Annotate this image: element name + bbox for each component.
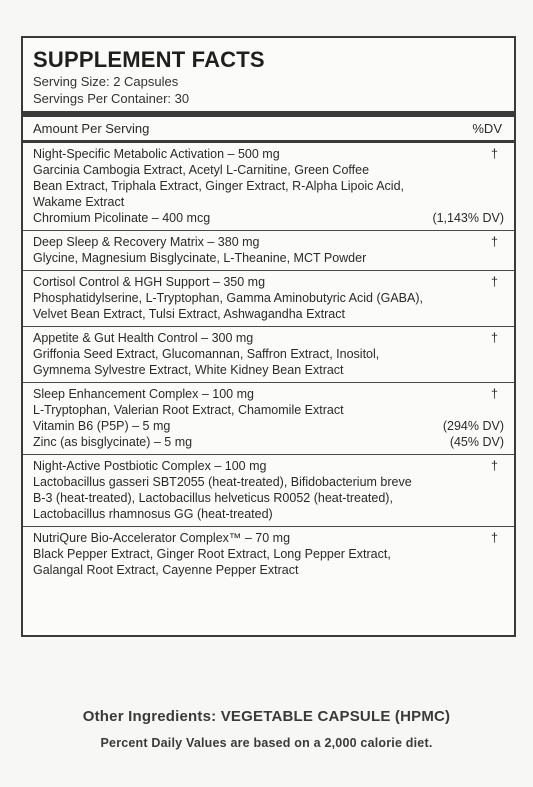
ingredient-line: Galangal Root Extract, Cayenne Pepper Extract: [33, 563, 299, 577]
section-heading: Appetite & Gut Health Control – 300 mg: [33, 331, 254, 345]
serving-size: Serving Size: 2 Capsules: [33, 74, 179, 89]
dv-header-label: %DV: [472, 121, 502, 136]
ingredient-section: [33, 143, 504, 230]
amount-header-row: [33, 117, 504, 140]
nutrient-amount: Chromium Picolinate – 400 mcg: [33, 211, 211, 225]
nutrient-dv-value: (294% DV): [442, 419, 504, 433]
ingredient-line: Lactobacillus gasseri SBT2055 (heat-treated), Bifidobacterium breve: [33, 475, 412, 489]
section-heading: Deep Sleep & Recovery Matrix – 380 mg: [33, 235, 260, 249]
ingredient-section: [33, 231, 504, 270]
dagger-mark: †: [491, 387, 498, 401]
label-title: SUPPLEMENT FACTS: [33, 47, 265, 72]
section-heading: Night-Specific Metabolic Activation – 500 mg: [33, 147, 280, 161]
supplement-facts-panel: [21, 36, 516, 637]
dagger-mark: †: [491, 531, 498, 545]
amount-per-serving-label: Amount Per Serving: [33, 121, 150, 136]
section-heading: Cortisol Control & HGH Support – 350 mg: [33, 275, 266, 289]
ingredient-sections: [33, 143, 504, 582]
dagger-mark: †: [491, 275, 498, 289]
ingredient-line: Glycine, Magnesium Bisglycinate, L-Theanine, MCT Powder: [33, 251, 367, 265]
ingredient-line: Bean Extract, Triphala Extract, Ginger Extract, R-Alpha Lipoic Acid,: [33, 179, 404, 193]
ingredient-line: Lactobacillus rhamnosus GG (heat-treated): [33, 507, 273, 521]
nutrient-dv-value: (1,143% DV): [432, 211, 504, 225]
ingredient-line: B-3 (heat-treated), Lactobacillus helveticus R0052 (heat-treated),: [33, 491, 393, 505]
dagger-mark: †: [491, 147, 498, 161]
section-heading-row: [33, 386, 504, 402]
ingredient-line: Gymnema Sylvestre Extract, White Kidney Bean Extract: [33, 363, 344, 377]
ingredient-line: Phosphatidylserine, L-Tryptophan, Gamma Aminobutyric Acid (GABA),: [33, 291, 423, 305]
ingredient-section: [33, 383, 504, 454]
dagger-mark: †: [491, 235, 498, 249]
ingredient-line: Velvet Bean Extract, Tulsi Extract, Ashwagandha Extract: [33, 307, 345, 321]
percent-dv-note: Percent Daily Values are based on a 2,000 calorie diet.: [100, 736, 433, 750]
ingredient-section: [33, 455, 504, 526]
ingredient-section: [33, 327, 504, 382]
nutrient-amount: Vitamin B6 (P5P) – 5 mg: [33, 419, 171, 433]
ingredient-section: [33, 271, 504, 326]
ingredient-section: [33, 527, 504, 582]
servings-per-container: Servings Per Container: 30: [33, 91, 190, 106]
nutrient-amount: Zinc (as bisglycinate) – 5 mg: [33, 435, 193, 449]
ingredient-line: Wakame Extract: [33, 195, 125, 209]
section-heading-row: [33, 458, 504, 474]
section-heading-row: [33, 530, 504, 546]
section-heading: Sleep Enhancement Complex – 100 mg: [33, 387, 254, 401]
nutrient-dv-value: (45% DV): [449, 435, 504, 449]
section-heading-row: [33, 330, 504, 346]
ingredient-line: L-Tryptophan, Valerian Root Extract, Chamomile Extract: [33, 403, 344, 417]
ingredient-line: Griffonia Seed Extract, Glucomannan, Saffron Extract, Inositol,: [33, 347, 380, 361]
nutrient-dv-row: [33, 210, 504, 226]
ingredient-line: Garcinia Cambogia Extract, Acetyl L-Carnitine, Green Coffee: [33, 163, 370, 177]
nutrient-dv-row: [33, 434, 504, 450]
section-heading: NutriQure Bio-Accelerator Complex™ – 70 mg: [33, 531, 291, 545]
other-ingredients: Other Ingredients: VEGETABLE CAPSULE (HPMC): [82, 708, 451, 725]
nutrient-dv-row: [33, 418, 504, 434]
ingredient-line: Black Pepper Extract, Ginger Root Extract, Long Pepper Extract,: [33, 547, 391, 561]
dagger-mark: †: [491, 459, 498, 473]
section-heading: Night-Active Postbiotic Complex – 100 mg: [33, 459, 267, 473]
dagger-mark: †: [491, 331, 498, 345]
section-heading-row: [33, 146, 504, 162]
section-heading-row: [33, 234, 504, 250]
section-heading-row: [33, 274, 504, 290]
